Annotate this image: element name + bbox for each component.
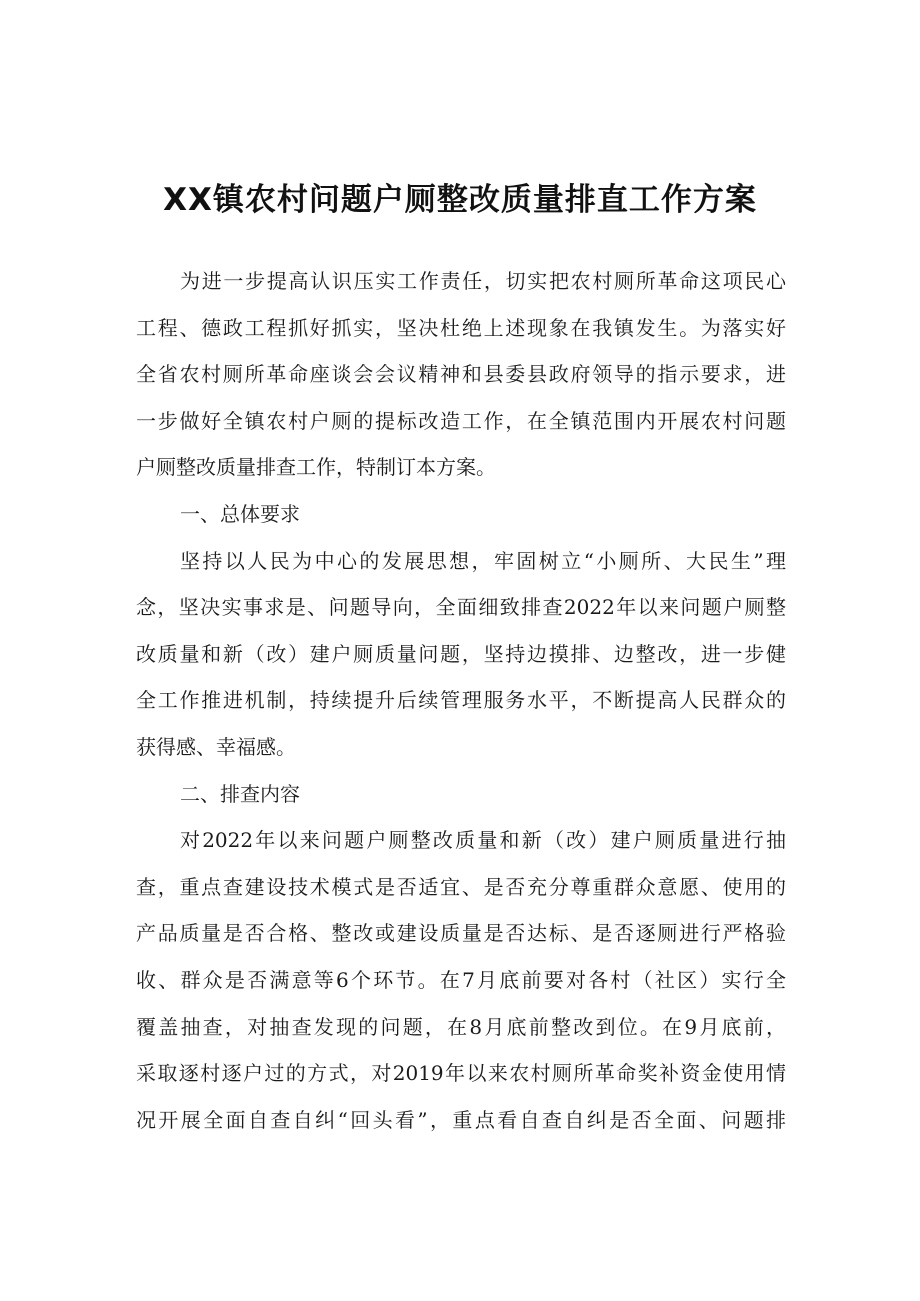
paragraph-line: 全工作推进机制，持续提升后续管理服务水平，不断提高人民群众的 — [136, 688, 786, 713]
paragraph-line: 坚持以人民为中心的发展思想，牢固树立“小厕所、大民生”理 — [180, 548, 786, 573]
paragraph-line: 对2022年以来问题户厕整改质量和新（改）建户厕质量进行抽 — [180, 828, 786, 853]
paragraph-line: 采取逐村逐户过的方式，对2019年以来农村厕所革命奖补资金使用情 — [136, 1061, 786, 1086]
paragraph-line: 念，坚决实事求是、问题导向，全面细致排查2022年以来问题户厕整 — [136, 595, 786, 620]
paragraph-line: 产品质量是否合格、整改或建设质量是否达标、是否逐厕进行严格验 — [136, 921, 786, 946]
paragraph-line: 查，重点查建设技术模式是否适宜、是否充分尊重群众意愿、使用的 — [136, 874, 786, 899]
document-title: XX镇农村问题户厕整改质量排直工作方案 — [163, 182, 757, 218]
paragraph-line: 获得感、幸福感。 — [136, 734, 296, 759]
paragraph-line: 二、排查内容 — [180, 781, 300, 806]
paragraph-line: 覆盖抽查，对抽查发现的问题，在8月底前整改到位。在9月底前， — [136, 1014, 786, 1039]
paragraph-line: 一步做好全镇农村户厕的提标改造工作，在全镇范围内开展农村问题 — [136, 408, 786, 433]
paragraph-line: 一、总体要求 — [180, 501, 300, 526]
paragraph-line: 工程、德政工程抓好抓实，坚决杜绝上述现象在我镇发生。为落实好 — [136, 315, 786, 340]
paragraph-line: 户厕整改质量排查工作，特制订本方案。 — [136, 455, 496, 480]
document-body — [136, 258, 786, 1143]
paragraph-line: 全省农村厕所革命座谈会会议精神和县委县政府领导的指示要求，进 — [136, 362, 786, 387]
paragraph-line: 况开展全面自查自纠“回头看”，重点看自查自纠是否全面、问题排 — [136, 1107, 786, 1132]
paragraph-line: 改质量和新（改）建户厕质量问题，坚持边摸排、边整改，进一步健 — [136, 641, 786, 666]
paragraph-line: 为进一步提高认识压实工作责任，切实把农村厕所革命这项民心 — [180, 269, 786, 293]
paragraph-line: 收、群众是否满意等6个环节。在7月底前要对各村（社区）实行全 — [136, 967, 786, 992]
